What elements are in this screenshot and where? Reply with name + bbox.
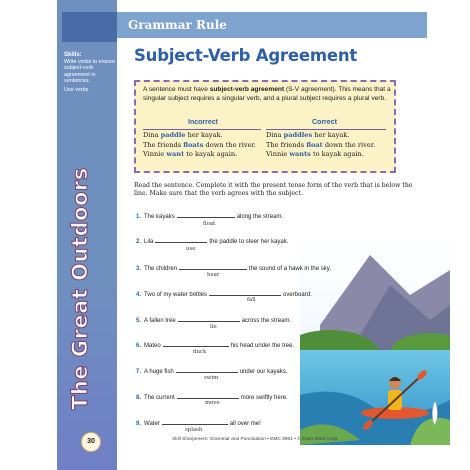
skills-extra: Use verbs: [64, 86, 89, 93]
question-item: 9. Water all over me!: [136, 418, 261, 427]
verb-hint: duck: [193, 349, 207, 355]
question-item: 1. The kayaks along the stream.: [136, 211, 283, 220]
answer-blank[interactable]: [177, 392, 239, 399]
question-item: 5. A fallen tree across the stream.: [136, 315, 291, 324]
page-number: 30: [81, 432, 101, 452]
example-row: The friends float down the river.: [266, 140, 376, 149]
divider: [266, 129, 386, 130]
incorrect-heading: Incorrect: [188, 119, 218, 126]
skills-heading: Skills:: [64, 52, 82, 58]
verb-hint: swim: [204, 375, 219, 381]
answer-blank[interactable]: [163, 340, 229, 347]
question-item: 4. Two of my water bottles overboard.: [136, 289, 312, 298]
rule-text: A sentence must have subject-verb agreement (S-V agreement). This means that a singular subject requires a singular verb, and a plural subject requires a plural verb.: [143, 86, 391, 102]
answer-blank[interactable]: [177, 211, 235, 218]
verb-hint: use: [186, 246, 196, 252]
answer-blank[interactable]: [178, 315, 240, 322]
verb-hint: fall: [247, 297, 256, 303]
verb-hint: lie: [210, 324, 217, 330]
skills-text: Write verbs to ensure subject-verb agreement in sentences.: [64, 58, 116, 85]
instructions: Read the sentence. Complete it with the present tense form of the verb that is below the line. Make sure that the verb agrees with the subject.: [134, 182, 413, 197]
question-item: 6. Mateo his head under the tree.: [136, 340, 294, 349]
example-row: Dina paddle her kayak.: [143, 131, 223, 139]
correct-heading: Correct: [312, 119, 337, 126]
section-label: Grammar Rule: [128, 18, 227, 32]
example-row: Vinnie wants to kayak again.: [266, 150, 364, 159]
divider: [143, 129, 261, 130]
answer-blank[interactable]: [209, 289, 281, 296]
question-item: 2. Lila the paddle to steer her kayak.: [136, 236, 288, 245]
verb-hint: hear: [207, 272, 220, 278]
incorrect-examples: [143, 131, 256, 160]
verb-hint: float: [203, 221, 216, 227]
skills-box: [64, 52, 116, 94]
page-footer: Skill Sharpeners: Grammar and Punctuation • EMC 9951 • © Evan-Moor Corp.: [172, 437, 339, 442]
example-row: Dina paddles her kayak.: [266, 131, 350, 139]
example-row: The friends floats down the river.: [143, 140, 257, 149]
question-item: 3. The children the sound of a hawk in the sky.: [136, 263, 331, 272]
answer-blank[interactable]: [179, 263, 247, 270]
question-item: 7. A huge fish under our kayaks.: [136, 366, 287, 375]
example-row: Vinnie want to kayak again.: [143, 150, 238, 159]
correct-examples: [266, 131, 375, 160]
sidebar-header-block: [62, 12, 117, 42]
answer-blank[interactable]: [162, 418, 228, 425]
verb-hint: splash: [185, 427, 203, 433]
unit-title: The Great Outdoors: [68, 167, 92, 410]
answer-blank[interactable]: [155, 236, 207, 243]
page-title: Subject-Verb Agreement: [134, 46, 358, 65]
answer-blank[interactable]: [176, 366, 238, 373]
verb-hint: move: [205, 400, 220, 406]
question-item: 8. The current more swiftly here.: [136, 392, 288, 401]
